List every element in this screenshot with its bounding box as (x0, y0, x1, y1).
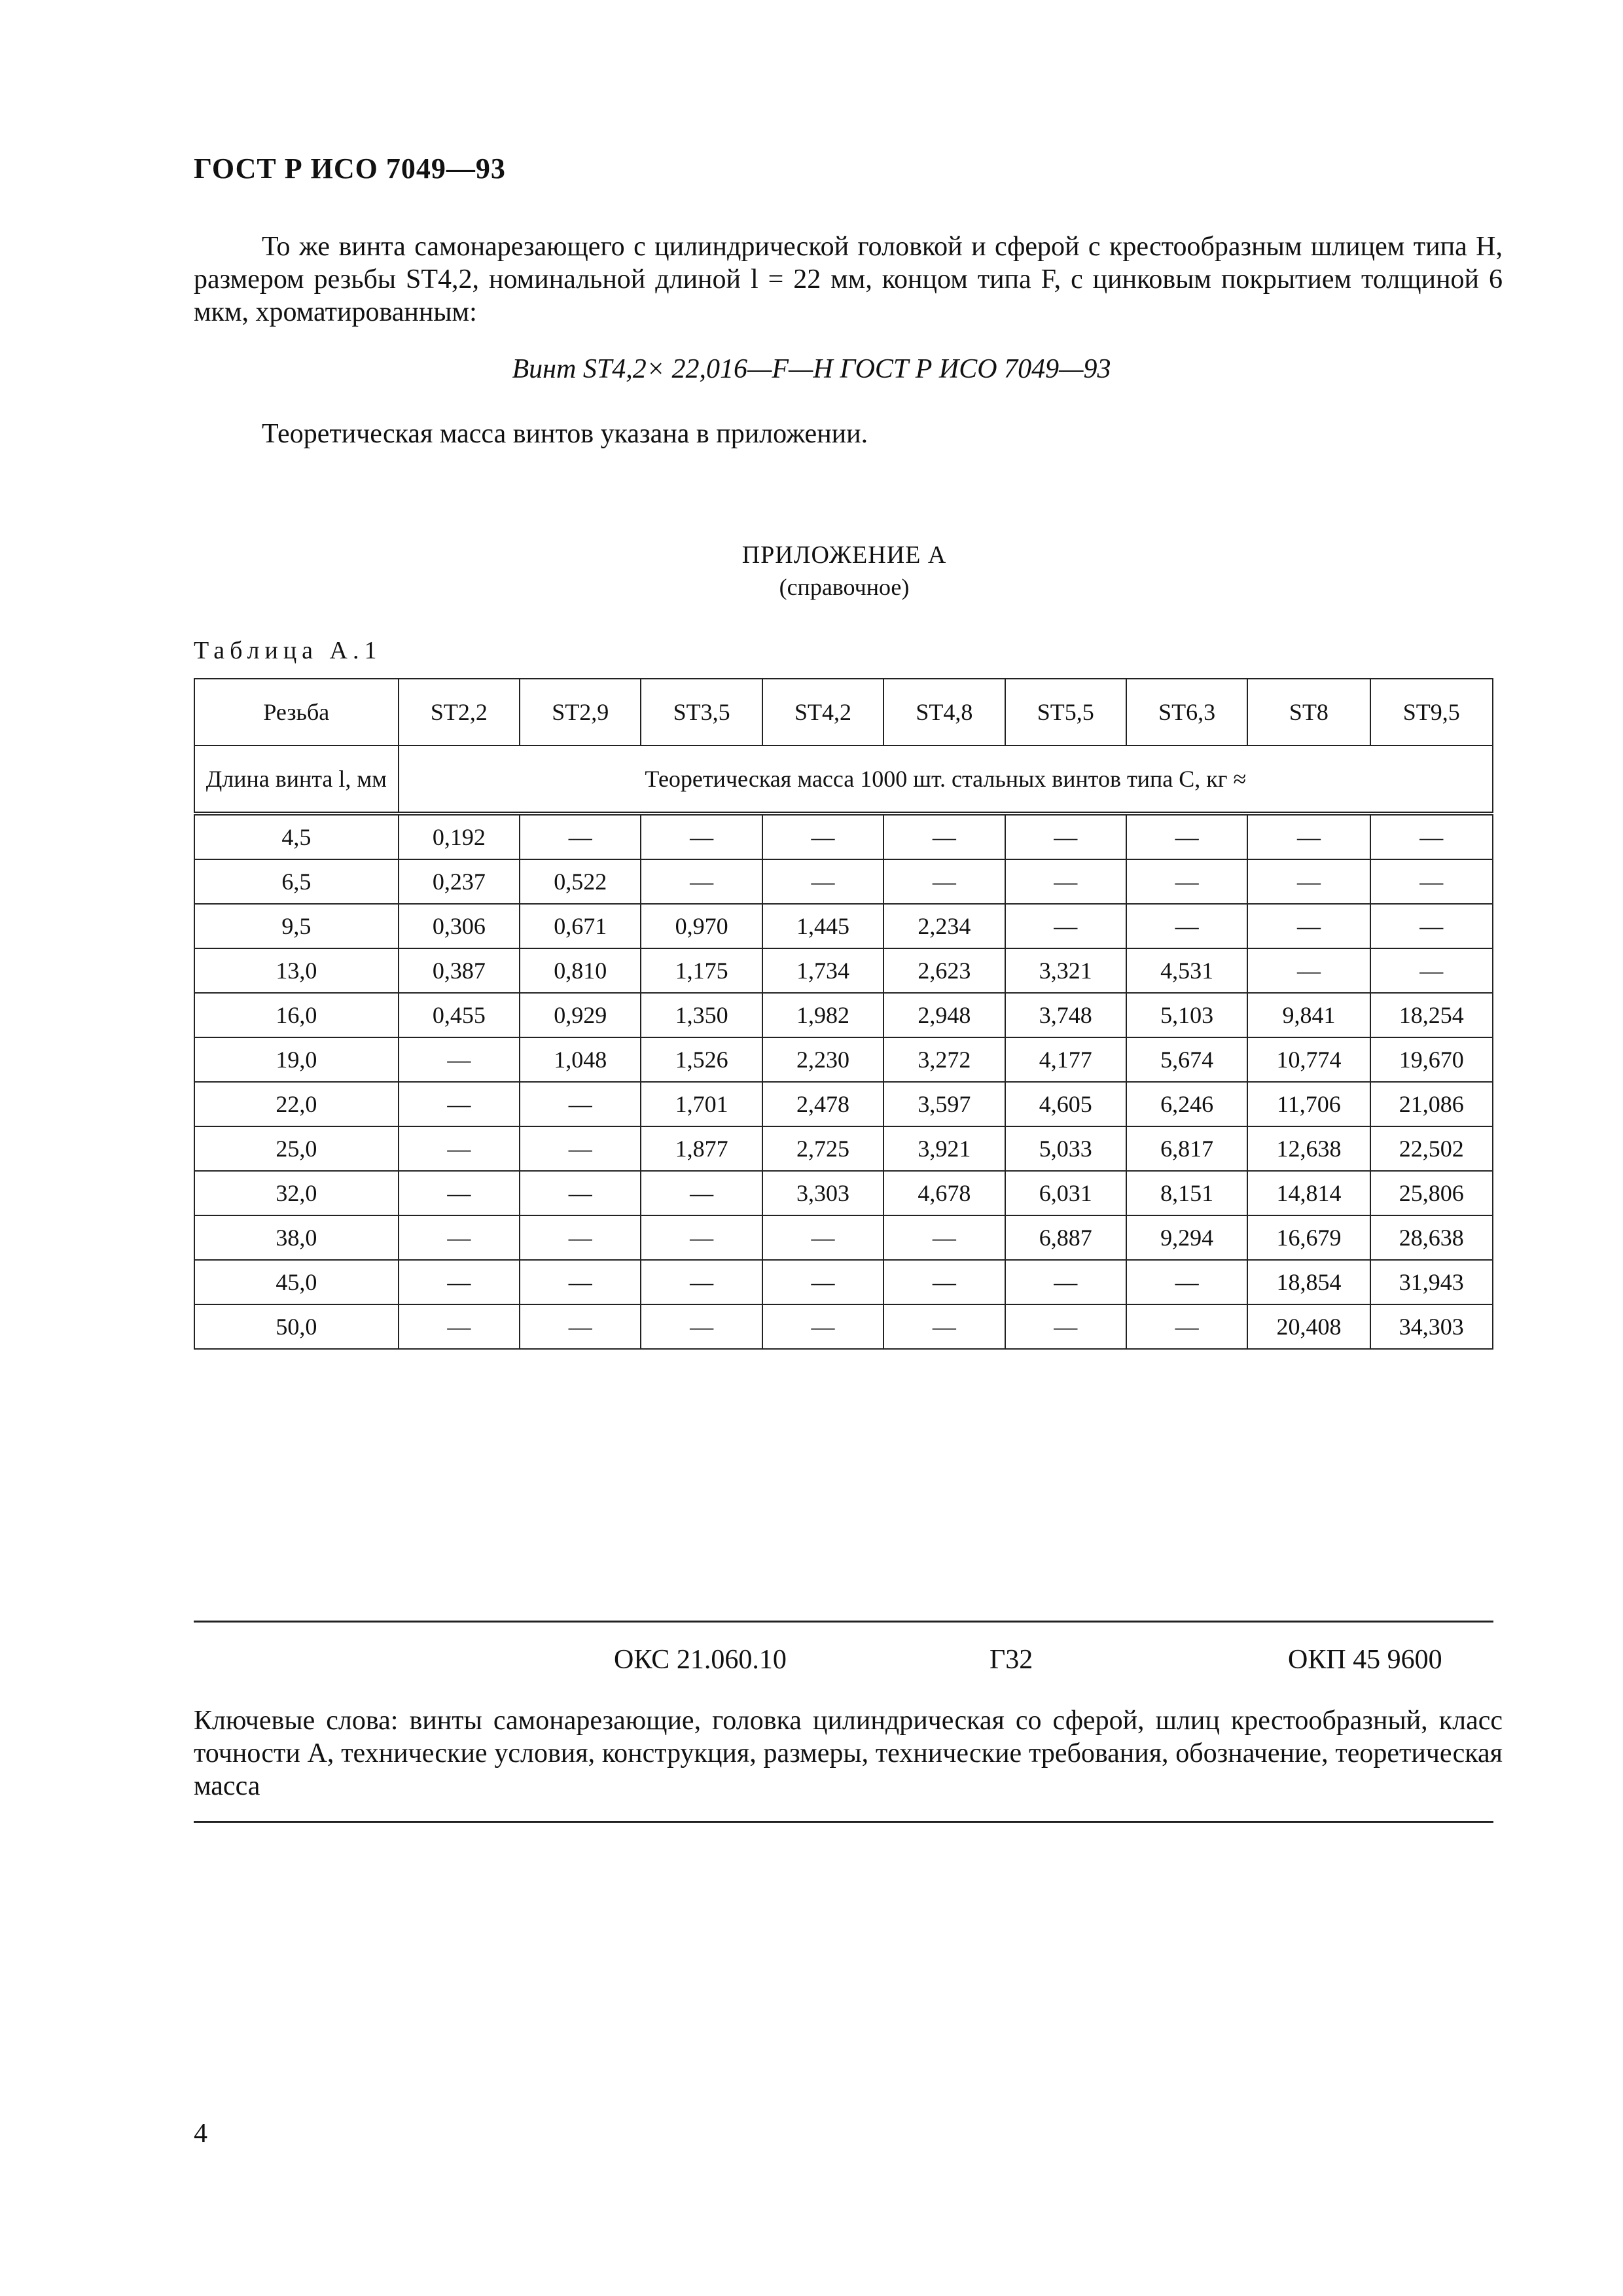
mass-cell: — (762, 1215, 883, 1260)
mass-cell: 21,086 (1370, 1082, 1493, 1126)
table-row (194, 814, 1493, 859)
mass-cell: — (1247, 859, 1370, 904)
okp-code: ОКП 45 9600 (1288, 1645, 1442, 1675)
mass-cell: 28,638 (1370, 1215, 1493, 1260)
length-cell: 45,0 (194, 1260, 399, 1304)
mass-cell: — (883, 1215, 1005, 1260)
mass-cell: 3,748 (1005, 993, 1126, 1037)
footer-top-rule (194, 1621, 1493, 1623)
mass-cell: — (641, 1171, 762, 1215)
mass-cell: — (399, 1126, 520, 1171)
mass-cell: 0,237 (399, 859, 520, 904)
mass-cell: 1,982 (762, 993, 883, 1037)
mass-cell: — (641, 1215, 762, 1260)
keywords-paragraph (194, 1704, 1503, 1803)
table-row (194, 904, 1493, 948)
mass-cell: 18,854 (1247, 1260, 1370, 1304)
length-cell: 19,0 (194, 1037, 399, 1082)
mass-cell: 1,734 (762, 948, 883, 993)
mass-cell: 0,810 (520, 948, 641, 993)
mass-cell: 12,638 (1247, 1126, 1370, 1171)
length-cell: 22,0 (194, 1082, 399, 1126)
mass-cell: 14,814 (1247, 1171, 1370, 1215)
mass-label-cell: Теоретическая масса 1000 шт. стальных винтов типа С, кг ≈ (399, 745, 1493, 814)
mass-cell: 9,841 (1247, 993, 1370, 1037)
mass-cell: — (1005, 904, 1126, 948)
mass-cell: 0,522 (520, 859, 641, 904)
mass-cell: — (399, 1260, 520, 1304)
annex-subtitle: (справочное) (779, 574, 910, 600)
table-row (194, 1037, 1493, 1082)
mass-cell: 2,623 (883, 948, 1005, 993)
mass-cell: 18,254 (1370, 993, 1493, 1037)
table-row (194, 1171, 1493, 1215)
mass-cell: 1,701 (641, 1082, 762, 1126)
mass-cell: — (520, 1082, 641, 1126)
table-row (194, 993, 1493, 1037)
length-cell: 38,0 (194, 1215, 399, 1260)
mass-cell: — (399, 1304, 520, 1349)
mass-cell: — (1247, 904, 1370, 948)
mass-cell: 0,970 (641, 904, 762, 948)
mass-cell: 3,303 (762, 1171, 883, 1215)
mass-cell: 3,921 (883, 1126, 1005, 1171)
thread-cell: ST3,5 (641, 679, 762, 745)
mass-cell: 2,478 (762, 1082, 883, 1126)
mass-cell: — (1126, 1260, 1247, 1304)
mass-cell: — (1370, 814, 1493, 859)
mass-cell: — (641, 1260, 762, 1304)
mass-cell: — (399, 1171, 520, 1215)
mass-cell: 5,674 (1126, 1037, 1247, 1082)
keywords-text: винты самонарезающие, головка цилиндрическая со сферой, шлиц крестообразный, класс точности А, технические условия, конструкция, размеры, технические требования, обозначение, теоретическая масса (194, 1706, 1503, 1801)
mass-cell: 16,679 (1247, 1215, 1370, 1260)
mass-cell: — (1370, 948, 1493, 993)
mass-cell: — (1126, 1304, 1247, 1349)
mass-cell: 19,670 (1370, 1037, 1493, 1082)
mass-cell: 3,272 (883, 1037, 1005, 1082)
thread-label-cell: Резьба (194, 679, 399, 745)
mass-cell: — (399, 1215, 520, 1260)
mass-cell: 0,929 (520, 993, 641, 1037)
table-body (194, 814, 1493, 1349)
mass-cell: 0,306 (399, 904, 520, 948)
mass-cell: 20,408 (1247, 1304, 1370, 1349)
mass-cell: 31,943 (1370, 1260, 1493, 1304)
mass-cell: — (1370, 904, 1493, 948)
keywords-label: Ключевые слова: (194, 1706, 399, 1736)
mass-cell: 6,887 (1005, 1215, 1126, 1260)
length-header-row (194, 745, 1493, 814)
mass-cell: 34,303 (1370, 1304, 1493, 1349)
annex-title: ПРИЛОЖЕНИЕ А (741, 541, 947, 569)
mass-cell: 2,230 (762, 1037, 883, 1082)
thread-cell: ST8 (1247, 679, 1370, 745)
example-paragraph: То же винта самонарезающего с цилиндрической головкой и сферой с крестообразным шлицем типа Н, размером резьбы ST4,2, номинальной длиной l = 22 мм, концом типа F, с цинковым покрытием толщиной 6 мкм, хроматированным: (194, 232, 1503, 327)
mass-cell: — (641, 814, 762, 859)
table-row (194, 1215, 1493, 1260)
mass-cell: 1,175 (641, 948, 762, 993)
length-cell: 13,0 (194, 948, 399, 993)
mass-cell: — (399, 1082, 520, 1126)
oks-code: ОКС 21.060.10 (614, 1645, 787, 1675)
mass-cell: 1,445 (762, 904, 883, 948)
mass-cell: 8,151 (1126, 1171, 1247, 1215)
mass-cell: 3,597 (883, 1082, 1005, 1126)
mass-cell: 4,531 (1126, 948, 1247, 993)
group-code: Г32 (990, 1645, 1033, 1675)
mass-cell: 5,103 (1126, 993, 1247, 1037)
table-caption: Таблица А.1 (194, 637, 382, 664)
mass-cell: 3,321 (1005, 948, 1126, 993)
mass-cell: 6,031 (1005, 1171, 1126, 1215)
table-row (194, 1260, 1493, 1304)
mass-cell: — (883, 814, 1005, 859)
mass-cell: 11,706 (1247, 1082, 1370, 1126)
length-cell: 9,5 (194, 904, 399, 948)
screw-designation: Винт ST4,2× 22,016—F—H ГОСТ Р ИСО 7049—93 (512, 354, 1111, 384)
thread-cell: ST4,8 (883, 679, 1005, 745)
mass-cell: — (762, 1260, 883, 1304)
length-label-cell: Длина винта l, мм (194, 745, 399, 814)
table-row (194, 948, 1493, 993)
mass-cell: — (1126, 859, 1247, 904)
thread-cell: ST9,5 (1370, 679, 1493, 745)
mass-cell: — (1126, 814, 1247, 859)
mass-cell: 4,177 (1005, 1037, 1126, 1082)
mass-cell: — (520, 1304, 641, 1349)
mass-cell: 5,033 (1005, 1126, 1126, 1171)
mass-cell: — (762, 859, 883, 904)
thread-cell: ST2,9 (520, 679, 641, 745)
mass-cell: 1,526 (641, 1037, 762, 1082)
mass-cell: — (762, 814, 883, 859)
mass-cell: — (1005, 1304, 1126, 1349)
mass-cell: 0,671 (520, 904, 641, 948)
mass-cell: 25,806 (1370, 1171, 1493, 1215)
mass-cell: 1,877 (641, 1126, 762, 1171)
document-header: ГОСТ Р ИСО 7049—93 (194, 152, 506, 185)
mass-cell: — (641, 1304, 762, 1349)
thread-cell: ST6,3 (1126, 679, 1247, 745)
thread-cell: ST5,5 (1005, 679, 1126, 745)
mass-cell: 1,350 (641, 993, 762, 1037)
table-row (194, 1126, 1493, 1171)
table-row (194, 859, 1493, 904)
mass-cell: 0,387 (399, 948, 520, 993)
mass-note-paragraph: Теоретическая масса винтов указана в приложении. (262, 419, 868, 449)
length-cell: 4,5 (194, 814, 399, 859)
page-number: 4 (194, 2119, 207, 2149)
mass-cell: 6,817 (1126, 1126, 1247, 1171)
length-cell: 50,0 (194, 1304, 399, 1349)
mass-cell: 2,725 (762, 1126, 883, 1171)
mass-cell: — (1005, 814, 1126, 859)
mass-cell: — (883, 1260, 1005, 1304)
mass-cell: — (1370, 859, 1493, 904)
mass-cell: 9,294 (1126, 1215, 1247, 1260)
mass-cell: — (399, 1037, 520, 1082)
mass-cell: 10,774 (1247, 1037, 1370, 1082)
thread-header-row (194, 679, 1493, 745)
thread-cell: ST2,2 (399, 679, 520, 745)
mass-cell: — (520, 1126, 641, 1171)
mass-cell: 22,502 (1370, 1126, 1493, 1171)
mass-cell: 6,246 (1126, 1082, 1247, 1126)
mass-cell: — (520, 814, 641, 859)
mass-cell: — (641, 859, 762, 904)
length-cell: 16,0 (194, 993, 399, 1037)
table-row (194, 1304, 1493, 1349)
mass-cell: — (1247, 814, 1370, 859)
mass-cell: 0,192 (399, 814, 520, 859)
footer-bottom-rule (194, 1821, 1493, 1823)
mass-cell: — (520, 1260, 641, 1304)
mass-cell: — (883, 1304, 1005, 1349)
mass-cell: — (762, 1304, 883, 1349)
mass-cell: — (1005, 859, 1126, 904)
table-row (194, 1082, 1493, 1126)
mass-cell: — (520, 1215, 641, 1260)
length-cell: 25,0 (194, 1126, 399, 1171)
mass-cell: 4,605 (1005, 1082, 1126, 1126)
mass-cell: 4,678 (883, 1171, 1005, 1215)
mass-cell: — (883, 859, 1005, 904)
mass-cell: — (1005, 1260, 1126, 1304)
mass-table (194, 678, 1493, 1350)
mass-cell: 0,455 (399, 993, 520, 1037)
mass-cell: 2,234 (883, 904, 1005, 948)
length-cell: 32,0 (194, 1171, 399, 1215)
mass-cell: — (1126, 904, 1247, 948)
mass-cell: 2,948 (883, 993, 1005, 1037)
length-cell: 6,5 (194, 859, 399, 904)
thread-cell: ST4,2 (762, 679, 883, 745)
mass-cell: 1,048 (520, 1037, 641, 1082)
mass-cell: — (520, 1171, 641, 1215)
mass-cell: — (1247, 948, 1370, 993)
